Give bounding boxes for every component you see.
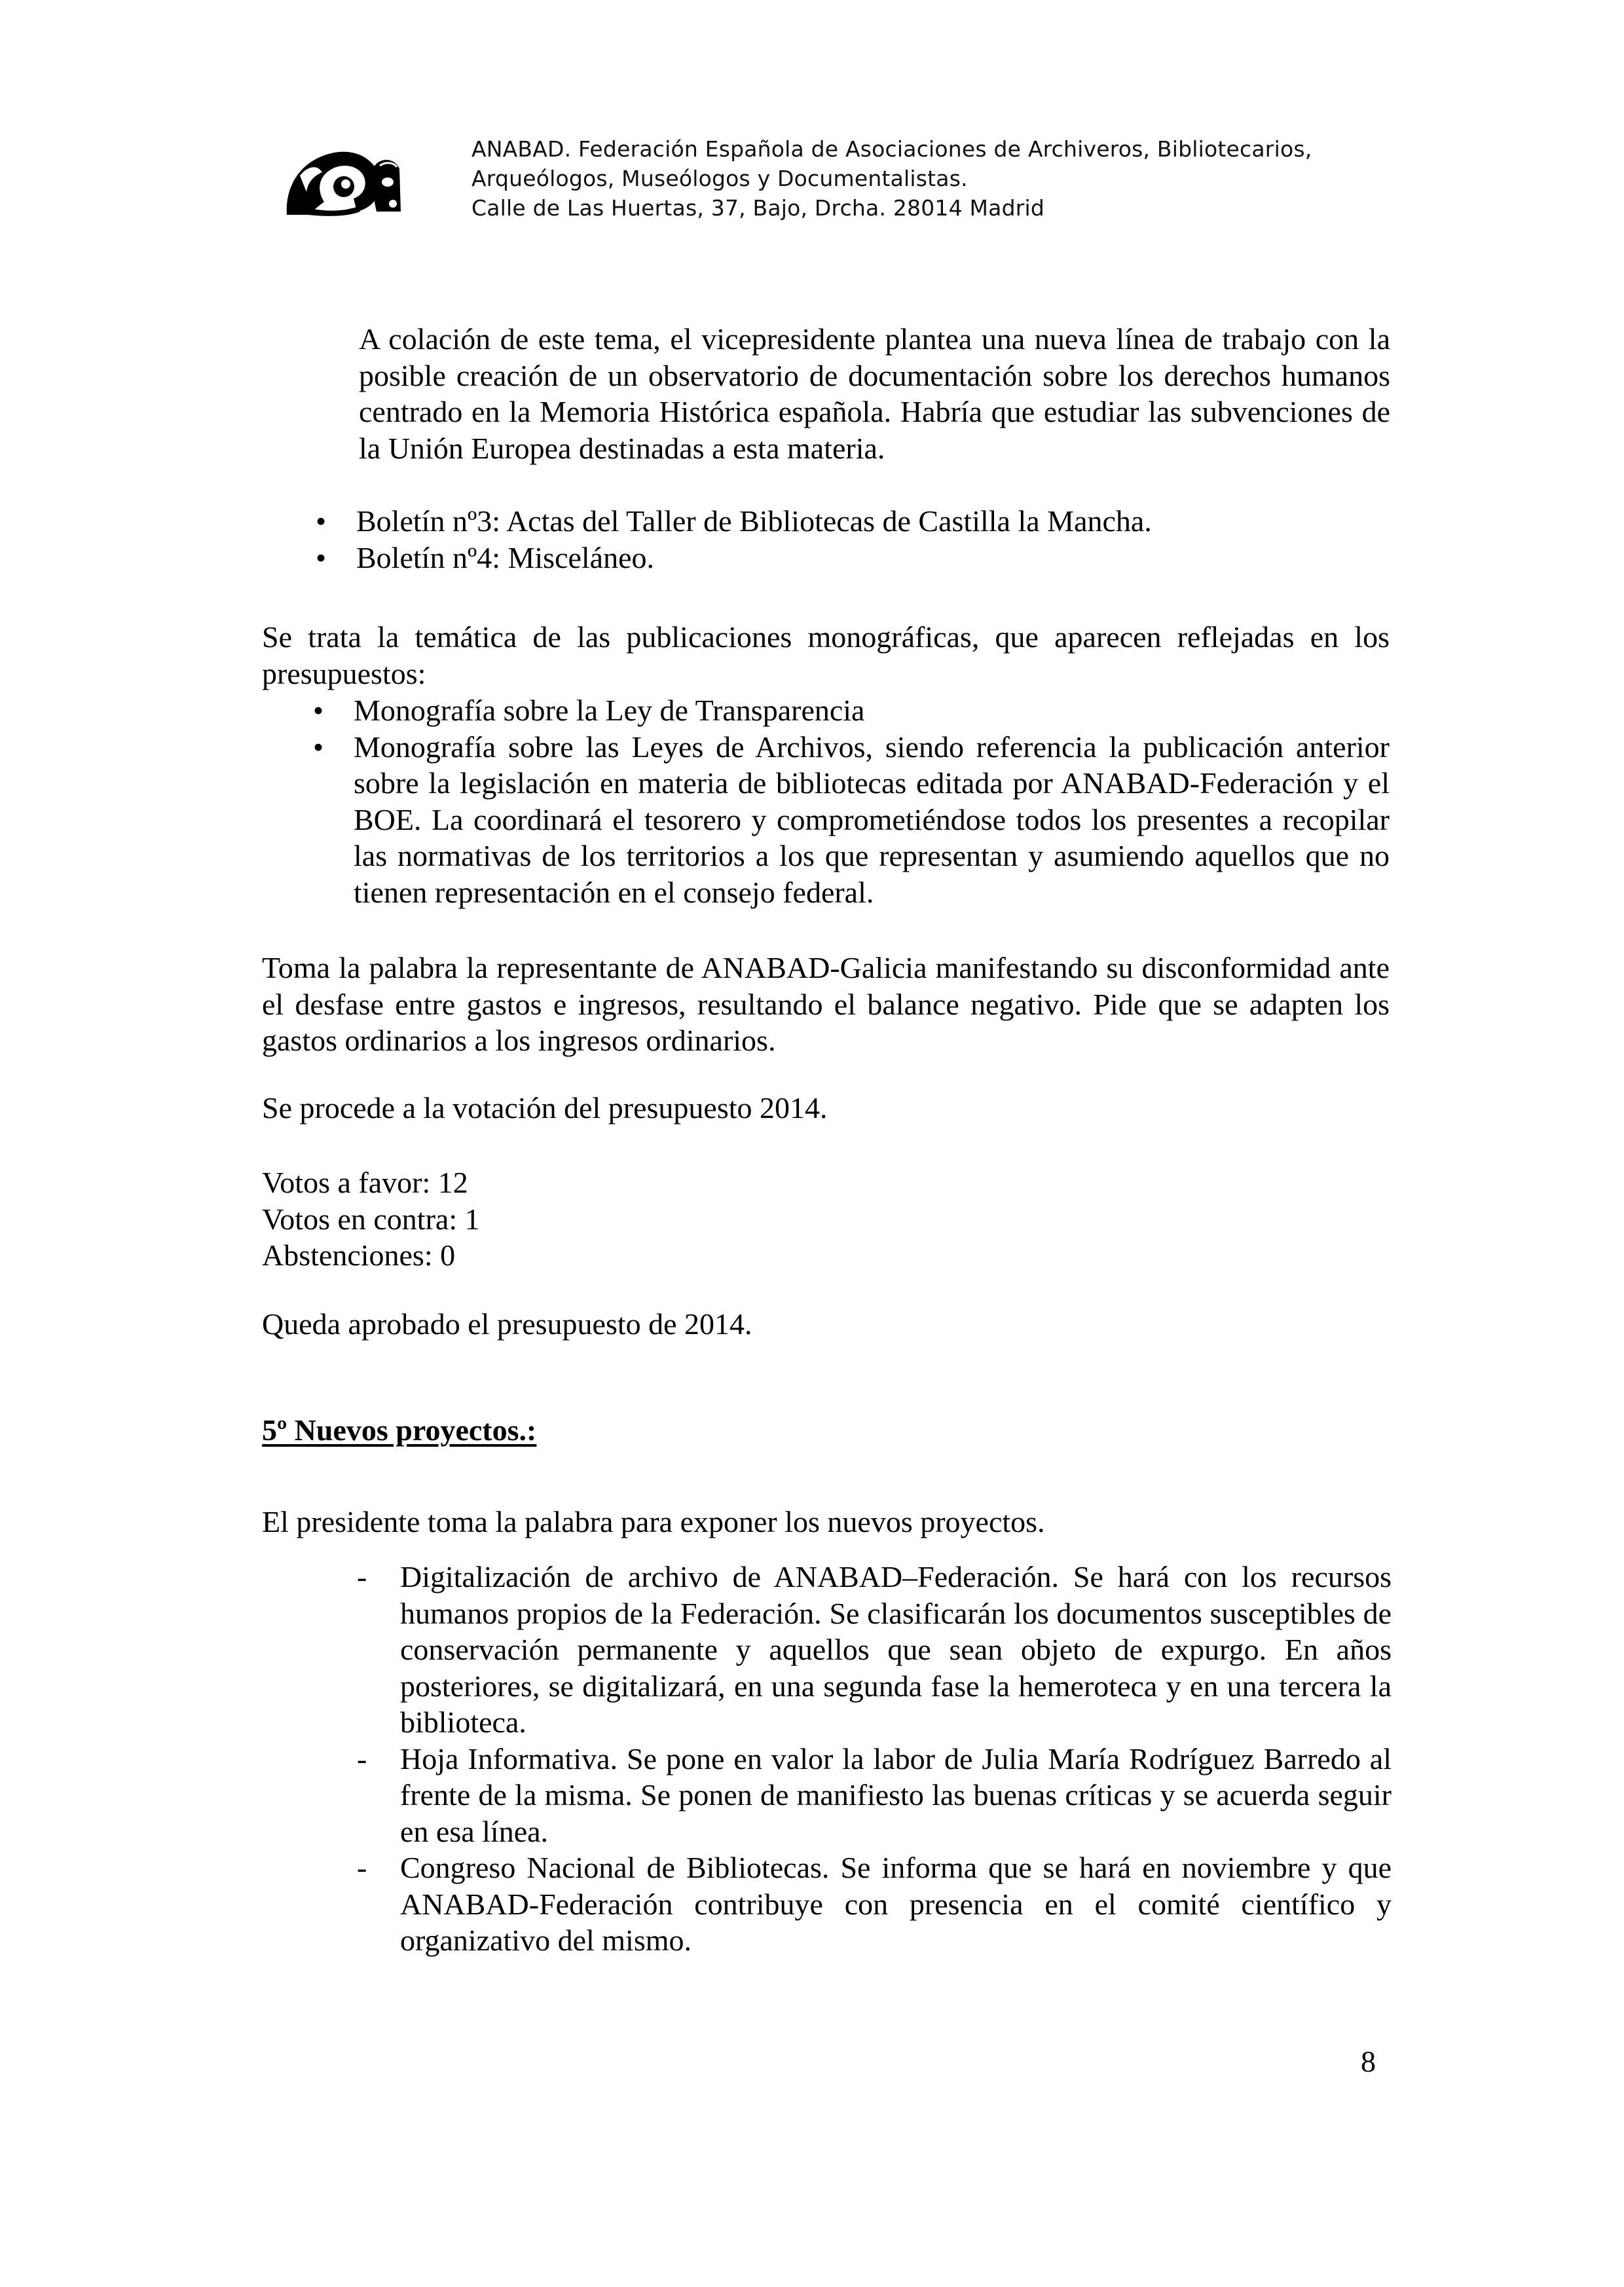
letterhead — [282, 134, 1395, 226]
paragraph-text: Queda aprobado el presupuesto de 2014. — [262, 1307, 752, 1341]
votes-abstenciones: Abstenciones: 0 — [262, 1238, 456, 1272]
votes-favor: Votos a favor: 12 — [262, 1166, 468, 1199]
paragraph-presidente — [262, 1504, 1390, 1540]
dash-icon: - — [357, 1741, 367, 1776]
projects-list — [357, 1559, 1392, 1959]
bullet-icon: • — [316, 540, 327, 574]
monograph-list — [313, 692, 1390, 910]
list-item — [357, 1559, 1392, 1741]
list-item — [313, 692, 1390, 729]
bulletin-list — [316, 503, 1390, 576]
list-item — [316, 503, 1390, 540]
section-heading: 5º Nuevos proyectos.: — [262, 1413, 537, 1447]
paragraph-monografias — [262, 619, 1390, 692]
list-item — [357, 1741, 1392, 1850]
list-item-text: Hoja Informativa. Se pone en valor la labor de Julia María Rodríguez Barredo al frente de la misma. Se ponen de manifiesto las buenas críticas y se acuerda seguir en esa línea. — [400, 1741, 1392, 1848]
paragraph-galicia — [262, 950, 1390, 1059]
paragraph-text: El presidente toma la palabra para exponer los nuevos proyectos. — [262, 1505, 1045, 1538]
paragraph-votacion — [262, 1090, 1390, 1126]
list-item-text: Boletín nº4: Misceláneo. — [356, 540, 655, 574]
organization-subtitle: Arqueólogos, Museólogos y Documentalistas. — [471, 166, 968, 191]
votes-contra: Votos en contra: 1 — [262, 1202, 480, 1236]
list-item — [313, 729, 1390, 911]
bullet-icon: • — [313, 730, 324, 764]
paragraph-aprobado — [262, 1306, 1390, 1343]
paragraph-text: Se procede a la votación del presupuesto 2014. — [262, 1091, 828, 1125]
paragraph-observatorio — [359, 321, 1390, 466]
list-item-text: Monografía sobre la Ley de Transparencia — [354, 694, 865, 727]
list-item — [357, 1850, 1392, 1959]
letterhead-text — [471, 134, 1312, 223]
list-item-text: Boletín nº3: Actas del Taller de Bibliotecas de Castilla la Mancha. — [356, 504, 1152, 538]
vote-results — [262, 1164, 917, 1274]
page-number: 8 — [1361, 2045, 1376, 2078]
bullet-icon: • — [316, 504, 327, 538]
paragraph-text: Se trata la temática de las publicaciones monográficas, que aparecen reflejadas en los presupuestos: — [262, 620, 1390, 690]
dash-icon: - — [357, 1851, 367, 1884]
paragraph-text: Toma la palabra la representante de ANABAD-Galicia manifestando su disconformidad ante el desfase entre gastos e ingresos, resultando el balance negativo. Pide que se adapten los gastos ordinarios a los ingresos ordinarios. — [262, 951, 1390, 1057]
organization-name: ANABAD. Federación Española de Asociaciones de Archiveros, Bibliotecarios, — [471, 136, 1312, 162]
list-item — [316, 540, 1390, 576]
list-item-text: Congreso Nacional de Bibliotecas. Se informa que se hará en noviembre y que ANABAD-Federación contribuye con presencia en el comité científico y organizativo del mismo. — [400, 1851, 1392, 1957]
paragraph-text: A colación de este tema, el vicepresidente plantea una nueva línea de trabajo con la posible creación de un observatorio de documentación sobre los derechos humanos centrado en la Memoria Histórica española. Habría que estudiar las subvenciones de la Unión Europea destinadas a esta materia. — [359, 322, 1390, 465]
organization-address: Calle de Las Huertas, 37, Bajo, Drcha. 28014 Madrid — [471, 195, 1045, 221]
dash-icon: - — [357, 1560, 367, 1593]
list-item-text: Digitalización de archivo de ANABAD–Federación. Se hará con los recursos humanos propios de la Federación. Se clasificarán los documentos susceptibles de conservación permanente y aquellos que sean objeto de expurgo. En años posteriores, se digitalizará, en una segunda fase la hemeroteca y en una tercera la biblioteca. — [400, 1560, 1392, 1739]
anabad-logo-icon — [282, 146, 406, 218]
list-item-text: Monografía sobre las Leyes de Archivos, siendo referencia la publicación anterior sobre la legislación en materia de bibliotecas editada por ANABAD-Federación y el BOE. La coordinará el tesorero y comprometiéndose todos los presentes a recopilar las normativas de los territorios a los que representan y asumiendo aquellos que no tienen representación en el consejo federal. — [354, 730, 1390, 909]
bullet-icon: • — [313, 694, 324, 727]
